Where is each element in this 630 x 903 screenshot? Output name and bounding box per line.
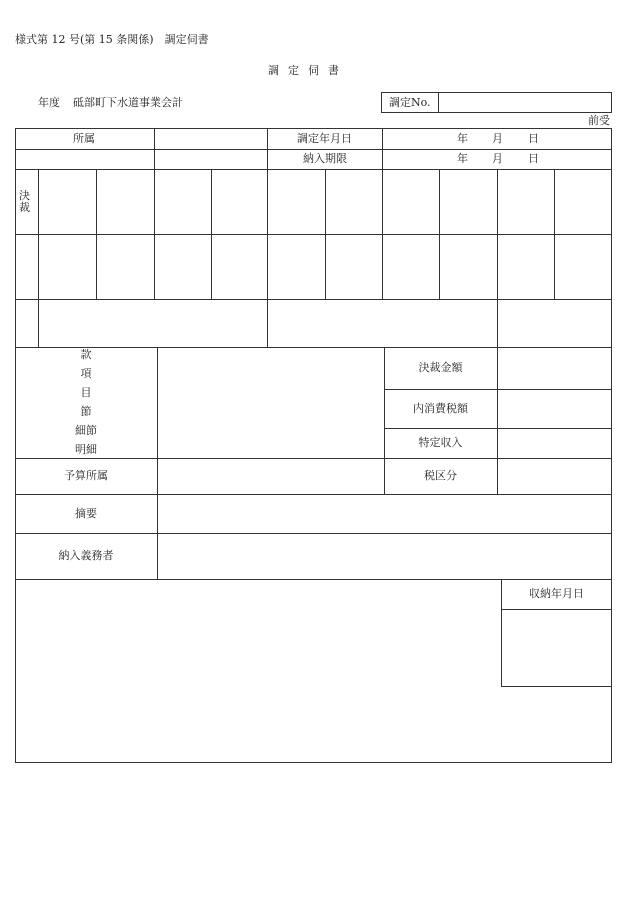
nonyu-kigen-label: 納入期限: [303, 152, 347, 165]
budget-item-setsu: 節: [80, 405, 92, 418]
chotei-day-label: 日: [528, 132, 539, 145]
page-title: 調定伺書: [268, 64, 348, 77]
budget-item-kan: 款: [80, 348, 92, 361]
budget-dept-label: 予算所属: [64, 469, 108, 482]
special-income-label: 特定収入: [418, 436, 463, 449]
budget-item-saisetsu: 細節: [75, 424, 97, 437]
maeuke-label: 前受: [588, 114, 610, 127]
nonyu-year-label: 年: [457, 152, 468, 165]
kessai-label: 決裁: [19, 189, 30, 214]
chotei-year-label: 年: [457, 132, 468, 145]
summary-label: 摘要: [75, 507, 97, 520]
form-number-label: 様式第 12 号(第 15 条関係) 調定伺書: [15, 33, 209, 46]
tax-included-label: 内消費税額: [413, 402, 468, 415]
chotei-month-label: 月: [492, 132, 503, 145]
chotei-no-label: 調定No.: [389, 96, 431, 109]
nonyu-month-label: 月: [492, 152, 503, 165]
shozoku-label: 所属: [73, 132, 95, 145]
bottom-area: [15, 579, 612, 763]
budget-item-meisai: 明細: [75, 443, 97, 456]
budget-item-kou: 項: [80, 367, 92, 380]
chotei-date-label: 調定年月日: [297, 132, 352, 145]
budget-item-moku: 目: [80, 386, 92, 399]
receipt-date-label: 収納年月日: [529, 587, 584, 600]
budget-table: [15, 347, 612, 580]
nonyu-day-label: 日: [528, 152, 539, 165]
fiscal-year-label: 年度: [38, 96, 60, 109]
account-name: 砥部町下水道事業会計: [73, 96, 183, 109]
payer-label: 納入義務者: [58, 549, 114, 562]
tax-class-label: 税区分: [424, 469, 457, 482]
kessai-amount-label: 決裁金額: [418, 361, 463, 374]
